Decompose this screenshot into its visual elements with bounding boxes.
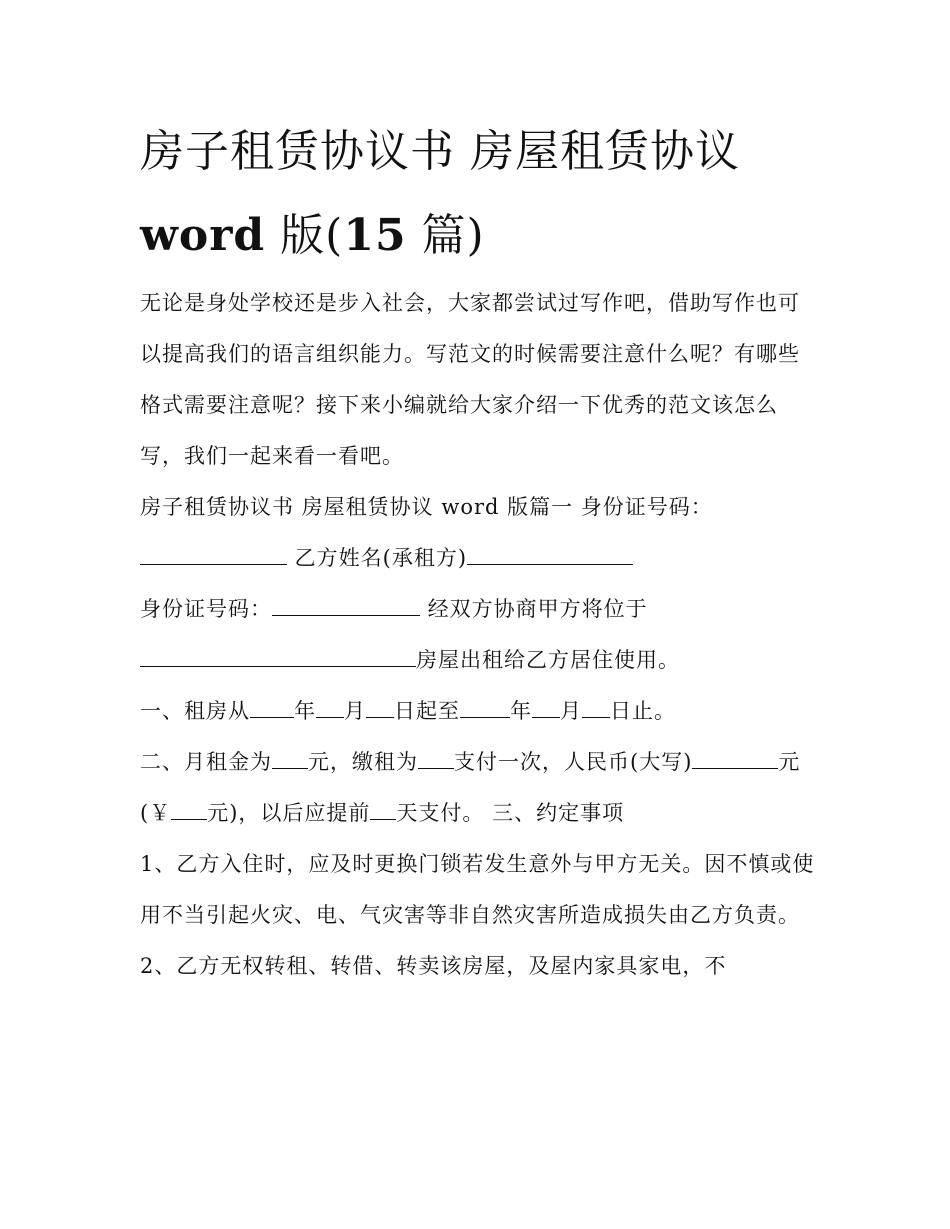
party-b-line xyxy=(140,533,820,584)
document-title xyxy=(140,110,830,278)
blank-line xyxy=(467,546,633,565)
house-suffix: 房屋出租给乙方居住使用。 xyxy=(416,648,680,672)
title-count: 15 xyxy=(343,210,407,261)
clause-text: 一、租房从 xyxy=(140,699,250,723)
blank-line xyxy=(316,699,344,718)
blank-line xyxy=(692,750,778,769)
clause-text: 年 xyxy=(294,699,316,723)
item-2: 2、乙方无权转租、转借、转卖该房屋，及屋内家具家电，不 xyxy=(140,954,727,978)
blank-line xyxy=(250,699,294,718)
clause-text: 二、月租金为 xyxy=(140,750,272,774)
document-body xyxy=(140,278,820,992)
clause-2 xyxy=(140,737,820,839)
house-line xyxy=(140,635,820,686)
blank-line xyxy=(460,699,510,718)
blank-line xyxy=(272,597,420,616)
id-suffix: 经双方协商甲方将位于 xyxy=(420,597,648,621)
clause-text: 月 xyxy=(344,699,366,723)
clause-1 xyxy=(140,686,820,737)
clause-text: 元，缴租为 xyxy=(308,750,418,774)
title-pian: 篇) xyxy=(406,210,485,261)
id-line xyxy=(140,584,820,635)
item-1: 1、乙方入住时，应及时更换门锁若发生意外与甲方无关。因不慎或使用不当引起火灾、电、气灾害等非自然灾害所造成损失由乙方负责。 xyxy=(140,852,815,927)
id-label: 身份证号码： xyxy=(140,597,272,621)
clause-text: 日起至 xyxy=(394,699,460,723)
party-b-label: 乙方姓名(承租方) xyxy=(287,546,468,570)
blank-line xyxy=(140,648,416,667)
intro-paragraph: 无论是身处学校还是步入社会，大家都尝试过写作吧，借助写作也可以提高我们的语言组织能力。写范文的时候需要注意什么呢？有哪些格式需要注意呢？接下来小编就给大家介绍一下优秀的范文该怎么写，我们一起来看一看吧。 xyxy=(140,291,800,468)
clause-text: 日止。 xyxy=(610,699,676,723)
title-ban: 版( xyxy=(265,210,344,261)
clause-text: 元(￥ xyxy=(140,750,801,825)
clause-text: 天支付。 三、约定事项 xyxy=(396,801,625,825)
title-word: word xyxy=(140,210,266,261)
blank-line xyxy=(366,699,394,718)
section-heading: 房子租赁协议书 房屋租赁协议 word 版篇一 身份证号码： xyxy=(140,495,713,519)
title-line-1: 房子租赁协议书 房屋租赁协议 xyxy=(140,126,740,177)
blank-line xyxy=(582,699,610,718)
clause-text: 元)，以后应提前 xyxy=(207,801,371,825)
blank-line xyxy=(140,546,287,565)
blank-line xyxy=(532,699,560,718)
clause-text: 月 xyxy=(560,699,582,723)
blank-line xyxy=(418,750,454,769)
clause-text: 年 xyxy=(510,699,532,723)
blank-line xyxy=(272,750,308,769)
blank-line xyxy=(171,801,207,820)
clause-text: 支付一次，人民币(大写) xyxy=(454,750,693,774)
blank-line xyxy=(370,801,396,820)
